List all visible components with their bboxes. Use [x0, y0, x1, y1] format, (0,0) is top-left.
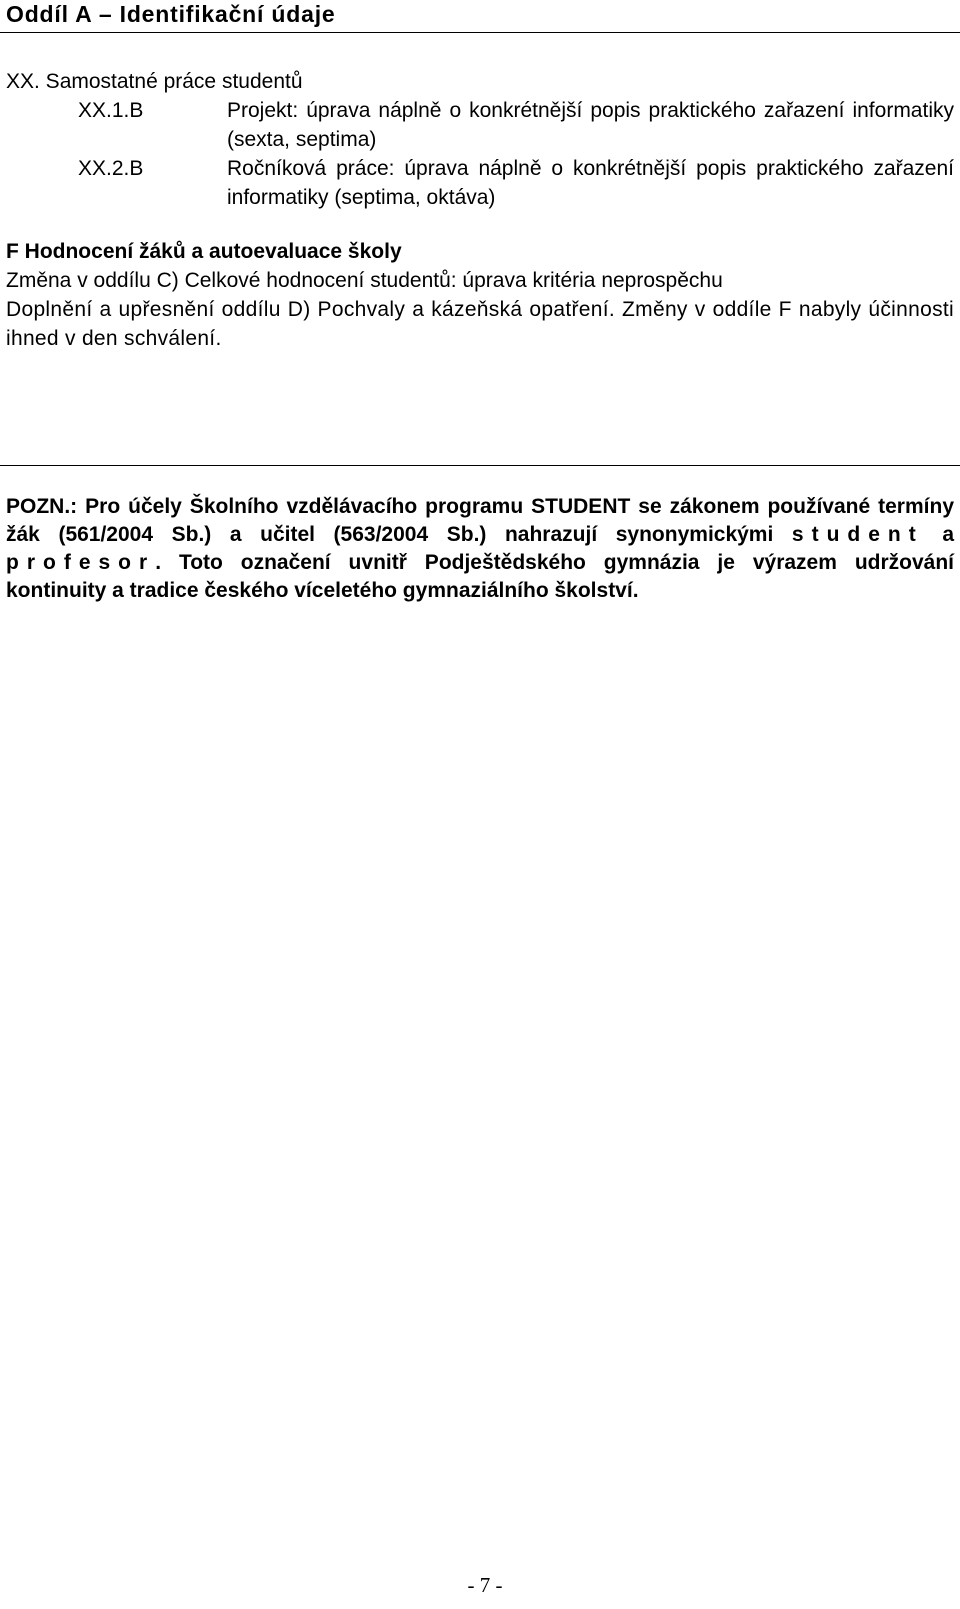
item-text: Projekt: úprava náplně o konkrétnější popis praktického zařazení informatiky (sexta, septima) [227, 99, 954, 151]
section-heading: Oddíl A – Identifikační údaje [6, 1, 336, 27]
note-text-end: . Toto označení uvnitř Podještědského gymnázia je výrazem udržování kontinuity a tradice českého víceletého gymnaziálního školství. [6, 551, 954, 602]
note-paragraph [6, 493, 954, 605]
evaluation-heading: F Hodnocení žáků a autoevaluace školy [6, 240, 402, 263]
item-text: Ročníková práce: úprava náplně o konkrétnější popis praktického zařazení informatiky (septima, oktáva) [227, 157, 954, 209]
item-code: XX.2.B [78, 157, 144, 180]
page-number: - 7 - [467, 1573, 503, 1597]
list-title: XX. Samostatné práce studentů [6, 70, 303, 93]
note-divider [0, 465, 960, 466]
evaluation-change-line: Změna v oddílu C) Celkové hodnocení studentů: úprava kritéria neprospěchu [6, 269, 723, 292]
note-text-start: POZN.: Pro účely Školního vzdělávacího programu STUDENT se zákonem používané termíny žák (561/2004 Sb.) a učitel (563/2004 Sb.) nahrazují synonymickými [6, 495, 954, 546]
note-text-middle: a [923, 523, 954, 546]
heading-divider [0, 32, 960, 33]
spaced-term-student: student [791, 523, 924, 546]
evaluation-paragraph: Doplnění a upřesnění oddílu D) Pochvaly a kázeňská opatření. Změny v oddíle F nabyly účinnosti ihned v den schválení. [6, 298, 954, 350]
spaced-term-profesor: profesor [6, 551, 156, 574]
item-code: XX.1.B [78, 99, 144, 122]
